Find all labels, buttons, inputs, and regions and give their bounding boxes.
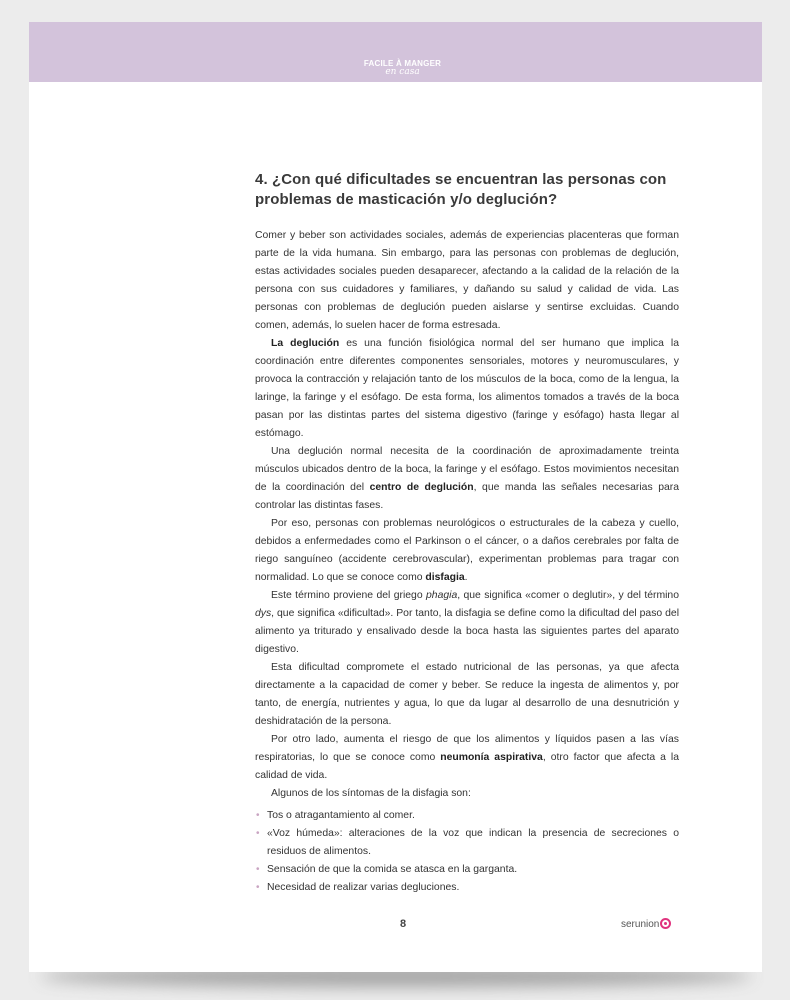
list-item-text: «Voz húmeda»: alteraciones de la voz que indican la presencia de secreciones o residuos de alimentos.	[267, 828, 679, 857]
header-band	[29, 22, 762, 82]
list-item	[255, 879, 679, 897]
text-run: , que manda las señales necesarias para controlar las distintas fases.	[255, 482, 679, 511]
emphasis-term: disfagia	[425, 572, 465, 583]
bullet-icon: •	[256, 810, 260, 821]
text-run: , otro factor que afecta a la calidad de vida.	[255, 752, 679, 781]
foreign-term: dys	[255, 608, 272, 619]
emphasis-term: neumonía aspirativa	[440, 752, 543, 763]
paragraph	[255, 335, 679, 443]
paragraph	[255, 443, 679, 515]
document-page	[29, 22, 762, 972]
list-item-text: Tos o atragantamiento al comer.	[267, 810, 415, 821]
bullet-icon: •	[256, 882, 260, 893]
page-number: 8	[399, 918, 407, 930]
text-run: Algunos de los síntomas de la disfagia son:	[271, 788, 471, 799]
emphasis-term: centro de deglución	[369, 482, 474, 493]
text-run: Este término proviene del griego	[271, 590, 427, 601]
list-item	[255, 825, 679, 861]
body-text	[255, 227, 679, 897]
text-run: , que significa «dificultad». Por tanto, la disfagia se define como la dificultad del paso del alimento ya triturado y ensalivado desde la boca hasta las siguientes partes del aparato digestivo.	[255, 608, 679, 655]
brand-title: FACILE À MANGER	[363, 59, 442, 68]
logo-mark-icon	[660, 918, 671, 929]
serunion-logo	[621, 918, 671, 932]
text-run: es una función fisiológica normal del ser humano que implica la coordinación entre diferentes componentes sensoriales, motores y neuromusculares, y provoca la contracción y relajación tanto de los músculos de la boca, como de la lengua, la laringe, la faringe y el esófago. De esta forma, los alimentos tomados a través de la boca pasan por las distintas partes del sistema digestivo (faringe y esófago) hasta llegar al estómago.	[255, 338, 679, 439]
section-title: 4. ¿Con qué dificultades se encuentran las personas con problemas de masticación y/o deglución?	[255, 171, 667, 208]
paragraph	[255, 515, 679, 587]
text-run: Esta dificultad compromete el estado nutricional de las personas, ya que afecta directamente a la capacidad de comer y beber. Se reduce la ingesta de alimentos y, por tanto, de energía, nutrientes y agua, lo que da lugar al desarrollo de una desnutrición y deshidratación de la persona.	[255, 662, 679, 727]
paragraph	[255, 227, 679, 335]
logo-text: serunion	[621, 919, 660, 930]
bullet-icon: •	[256, 828, 260, 839]
list-item-text: Sensación de que la comida se atasca en la garganta.	[267, 864, 518, 875]
text-run: , que significa «comer o deglutir», y del término	[457, 590, 679, 601]
paragraph	[255, 659, 679, 731]
text-run: Una deglución normal necesita de la coordinación de aproximadamente treinta músculos ubicados dentro de la boca, la faringe y el esófago. Estos movimientos necesitan de la coordinación del	[255, 446, 679, 493]
list-intro	[255, 785, 679, 803]
emphasis-term: La deglución	[271, 338, 340, 349]
main-content	[255, 170, 679, 897]
text-run: Por eso, personas con problemas neurológicos o estructurales de la cabeza y cuello, debidos a enfermedades como el Parkinson o el cáncer, o a daños cerebrales por falta de riego sanguíneo (accidente cerebrovascular), experimentan problemas para tragar con normalidad. Lo que se conoce como	[255, 518, 679, 583]
brand-subtitle: en casa	[385, 67, 420, 77]
text-run: Por otro lado, aumenta el riesgo de que los alimentos y líquidos pasen a las vías respiratorias, lo que se conoce como	[255, 734, 679, 763]
text-run: .	[464, 572, 468, 583]
list-item	[255, 807, 679, 825]
paragraph	[255, 587, 679, 659]
foreign-term: phagia	[426, 590, 458, 601]
text-run: Comer y beber son actividades sociales, además de experiencias placenteras que forman parte de la vida humana. Sin embargo, para las personas con problemas de deglución, estas actividades sociales pueden desaparecer, afectando a la calidad de la relación de la persona con sus cuidadores y familiares, y dañando su salud y calidad de vida. Las personas con problemas de deglución pueden aislarse y sentirse excluidas. Cuando comen, además, lo suelen hacer de forma estresada.	[255, 230, 679, 331]
bullet-icon: •	[256, 864, 260, 875]
list-item-text: Necesidad de realizar varias degluciones.	[267, 882, 460, 893]
list-item	[255, 861, 679, 879]
symptom-list	[255, 807, 679, 897]
paragraph	[255, 731, 679, 785]
